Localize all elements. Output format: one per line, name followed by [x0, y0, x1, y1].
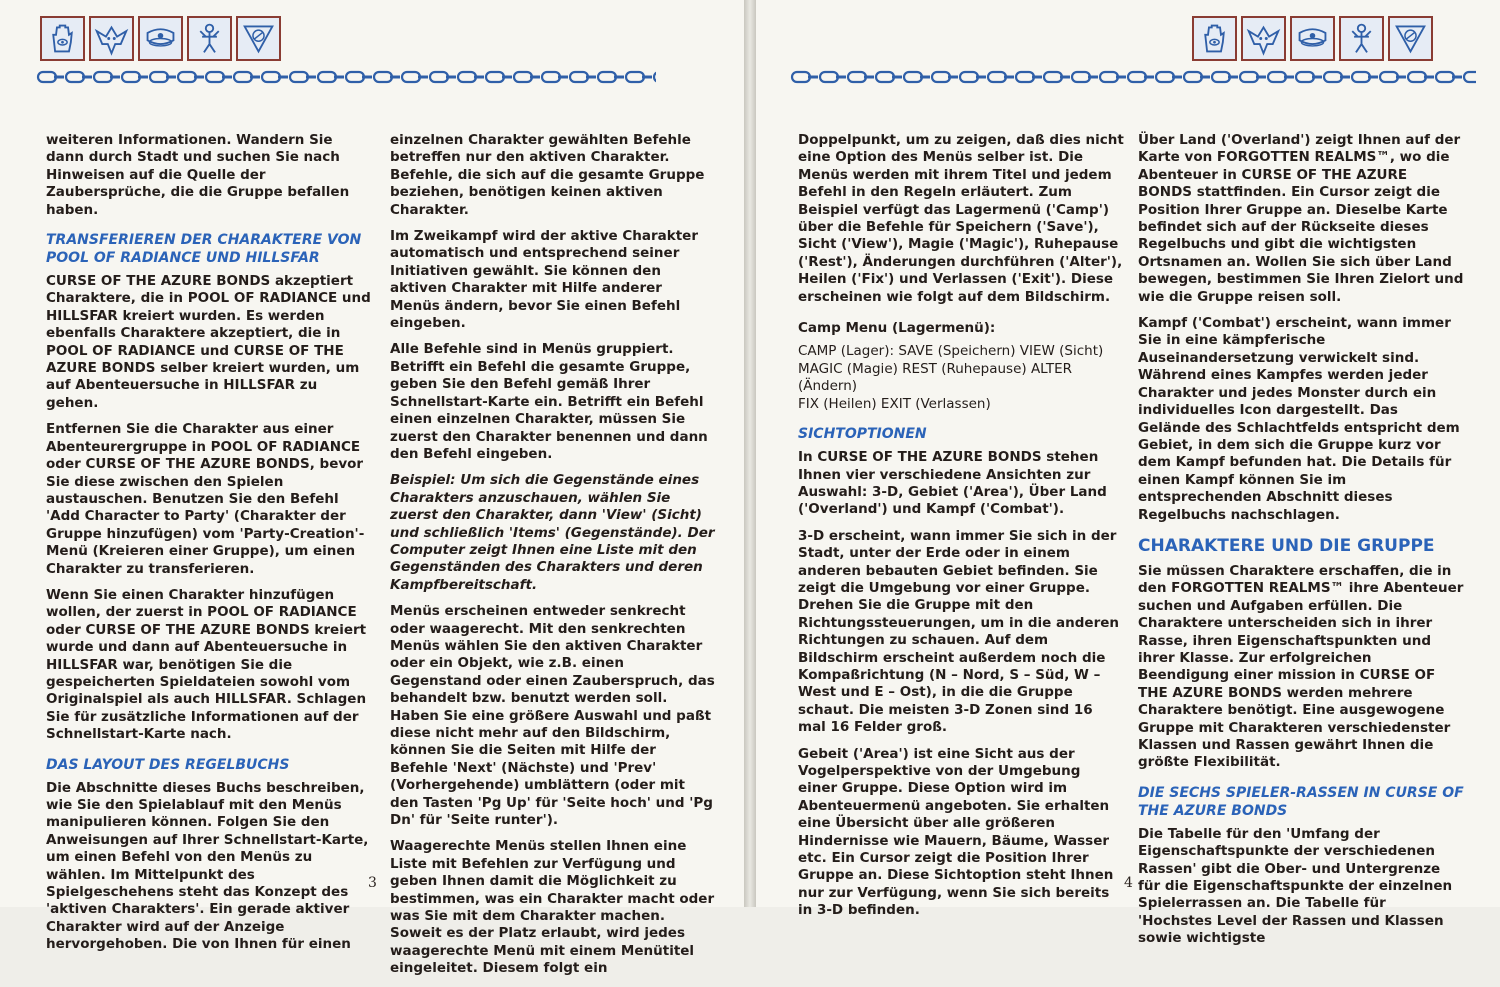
- section-heading-layout: DAS LAYOUT DES REGELBUCHS: [46, 756, 290, 773]
- left-page-column-2: [390, 132, 716, 987]
- section-heading-spieler-rassen: DIE SECHS SPIELER-RASSEN IN CURSE OF THE AZURE BONDS: [1138, 784, 1464, 819]
- amulet-icon: [138, 16, 183, 61]
- paragraph: Kampf ('Combat') erscheint, wann immer Sie in eine kämpferische Auseinandersetzung verwickelt sind. Während eines Kampfes werden jeder Charakter und jedes Monster durch ein individuelles Icon dargestellt. Das Gelände des Schlachtfelds entspricht dem Gebiet, in dem sich die Gruppe kurz vor dem Kampf befunden hat. Die Details für einen Kampf können Sie im entsprechenden Abschnitt dieses Regelbuchs nachschlagen.: [1138, 315, 1460, 523]
- book-gutter: [744, 0, 756, 907]
- paragraph: 3-D erscheint, wann immer Sie sich in der Stadt, unter der Erde oder in einem anderen bebauten Gebiet befinden. Sie zeigt die Umgebung vor einer Gruppe. Drehen Sie die Gruppe mit den Richtungssteuerungen, um in die anderen Richtungen zu schauen. Auf dem Bildschirm erscheint außerdem noch die Kompaßrichtung (N – Nord, S – Süd, W – West und E – Ost), in die die Gruppe schaut. Die meisten 3-D Zonen sind 16 mal 16 Felder groß.: [798, 527, 1119, 736]
- header-icon-row: [1192, 16, 1433, 61]
- paragraph: Gebeit ('Area') ist eine Sicht aus der Vogelperspektive von der Umgebung einer Gruppe. Diese Option wird im Abenteuermenü angeboten. Sie erhalten eine Übersicht über alle größeren Hindernisse wie Mauern, Bäume, Wasser etc. Ein Cursor zeigt die Position Ihrer Gruppe an. Diese Sichtoption steht Ihnen nur zur Verfügung, wenn Sie sich bereits in 3-D befinden.: [798, 745, 1114, 919]
- hand-eye-icon: [40, 16, 85, 61]
- right-page-column-2: [1138, 132, 1464, 957]
- paragraph: Sie müssen Charaktere erschaffen, die in den FORGOTTEN REALMS™ ihre Abenteuer suchen und Aufgaben erfüllen. Die Charaktere unterscheiden sich in ihrer Rasse, ihren Eigenschaftspunkten und ihrer Klasse. Zur erfolgreichen Beendigung einer mission in CURSE OF THE AZURE BONDS werden mehrere Charaktere benötigt. Eine ausgewogene Gruppe mit Charakteren verschiedenster Klassen und Rassen gewährt Ihnen die größte Flexibilität.: [1138, 562, 1464, 771]
- paragraph: In CURSE OF THE AZURE BONDS stehen Ihnen vier verschiedene Ansichten zur Auswahl: 3-D, Gebiet ('Area'), Über Land ('Overland') und Kampf ('Combat').: [798, 449, 1107, 518]
- paragraph: Die Abschnitte dieses Buchs beschreiben, wie Sie den Spielablauf mit den Menüs manipulieren können. Folgen Sie den Anweisungen auf Ihrer Schnellstart-Karte, um einen Befehl von den Menüs zu wählen. Im Mittelpunkt des Spielgeschehens steht das Konzept des 'aktiven Charakters'. Ein gerade aktiver Charakter wird auf der Anzeige hervorgehoben. Die von Ihnen für einen: [46, 779, 369, 953]
- left-page-column-1: [46, 132, 372, 963]
- paragraph: Menüs erscheinen entweder senkrecht oder waagerecht. Mit den senkrechten Menüs wählen Sie den aktiven Charakter oder ein Objekt, wie z.B. einen Gegenstand oder einen Zauberspruch, das behandelt bzw. benutzt werden soll. Haben Sie eine größere Auswahl und paßt diese nicht mehr auf den Bildschirm, können Sie die Seiten mit Hilfe der Befehle 'Next' (Nächste) und 'Prev' (Vorhergehende) umblättern (oder mit den Tasten 'Pg Up' für 'Seite hoch' und 'Pg Dn' für 'Seite runter').: [390, 603, 715, 829]
- right-page-column-1: [798, 132, 1124, 929]
- figure-icon: [187, 16, 232, 61]
- page-number: 3: [368, 875, 377, 891]
- paragraph: Wenn Sie einen Charakter hinzufügen wollen, der zuerst in POOL OF RADIANCE oder CURSE OF THE AZURE BONDS kreiert wurde und dann auf Abenteuersuche in HILLSFAR war, benötigen Sie die gespeicherten Spieldateien sowohl vom Originalspiel als auch HILLSFAR. Schlagen Sie für zusätzliche Informationen auf der Schnellstart-Karte nach.: [46, 586, 367, 743]
- amulet-icon: [1290, 16, 1335, 61]
- paragraph: Waagerechte Menüs stellen Ihnen eine Liste mit Befehlen zur Verfügung und geben Ihnen damit die Möglichkeit zu bestimmen, was ein Charakter macht oder was Sie mit dem Charakter machen. Soweit es der Platz erlaubt, wird jedes waagerechte Menü mit einem Menütitel eingeleitet. Diesem folgt ein: [390, 838, 715, 977]
- right-page: [756, 0, 1500, 947]
- gargoyle-icon: [89, 16, 134, 61]
- figure-icon: [1339, 16, 1384, 61]
- header-icon-row: [40, 16, 281, 61]
- paragraph: Über Land ('Overland') zeigt Ihnen auf der Karte von FORGOTTEN REALMS™, wo die Abenteuer in CURSE OF THE AZURE BONDS stattfinden. Ein Cursor zeigt die Position Ihrer Gruppe an. Dieselbe Karte befindet sich auf der Rückseite dieses Regelbuchs und gibt die wichtigsten Ortsnamen an. Wollen Sie sich über Land bewegen, bestimmen Sie Ihren Zielort und wie die Gruppe reisen soll.: [1138, 132, 1464, 305]
- section-heading-charaktere: CHARAKTERE UND DIE GRUPPE: [1138, 535, 1435, 556]
- left-page: [0, 0, 744, 977]
- paragraph: Die Tabelle für den 'Umfang der Eigenschaftspunkte der verschiedenen Rassen' gibt die Ober- und Untergrenze für die Eigenschaftspunkte der einzelnen Spielerrassen an. Die Tabelle für 'Hochstes Level der Rassen und Klassen sowie wichtigste: [1138, 825, 1453, 947]
- page-number: 4: [1124, 875, 1133, 891]
- camp-menu-lines: CAMP (Lager): SAVE (Speichern) VIEW (Sicht) MAGIC (Magie) REST (Ruhepause) ALTER (Ändern) FIX (Heilen) EXIT (Verlassen): [798, 343, 1104, 412]
- camp-menu-title: Camp Menu (Lagermenü):: [798, 320, 996, 337]
- paragraph: weiteren Informationen. Wandern Sie dann durch Stadt und suchen Sie nach Hinweisen auf die Quelle der Zaubersprüche, die die Gruppe befallen haben.: [46, 132, 350, 218]
- triangle-icon: [236, 16, 281, 61]
- chain-divider: [790, 68, 1476, 86]
- chain-divider: [36, 68, 656, 86]
- triangle-icon: [1388, 16, 1433, 61]
- paragraph: Im Zweikampf wird der aktive Charakter automatisch und entsprechend seiner Initiativen gewählt. Sie können den aktiven Charakter mit Hilfe anderer Menüs ändern, bevor Sie einen Befehl eingeben.: [390, 228, 698, 332]
- example-paragraph: Beispiel: Um sich die Gegenstände eines Charakters anzuschauen, wählen Sie zuerst den Charakter, dann 'View' (Sicht) und schließlich 'Items' (Gegenstände). Der Computer zeigt Ihnen eine Liste mit den Gegenständen des Charakters und deren Kampfbereitschaft.: [390, 472, 715, 593]
- hand-eye-icon: [1192, 16, 1237, 61]
- paragraph: CURSE OF THE AZURE BONDS akzeptiert Charaktere, die in POOL OF RADIANCE und HILLSFAR kreiert wurden. Es werden ebenfalls Charaktere akzeptiert, die in POOL OF RADIANCE und CURSE OF THE AZURE BONDS selber kreiert wurden, um auf Abenteuersuche in HILLSFAR zu gehen.: [46, 273, 371, 411]
- paragraph: Alle Befehle sind in Menüs gruppiert. Betrifft ein Befehl die gesamte Gruppe, geben Sie den Befehl gemäß Ihrer Schnellstart-Karte ein. Betrifft ein Befehl einen einzelnen Charakter, müssen Sie zuerst den Charakter benennen und dann den Befehl eingeben.: [390, 341, 708, 462]
- section-heading-transferieren: TRANSFERIEREN DER CHARAKTERE VON POOL OF RADIANCE UND HILLSFAR: [46, 232, 362, 267]
- paragraph: einzelnen Charakter gewählten Befehle betreffen nur den aktiven Charakter. Befehle, die sich auf die gesamte Gruppe beziehen, benötigen keinen aktiven Charakter.: [390, 132, 705, 218]
- paragraph: Entfernen Sie die Charakter aus einer Abenteurergruppe in POOL OF RADIANCE oder CURSE OF THE AZURE BONDS, bevor Sie diese zwischen den Spielen austauschen. Benutzen Sie den Befehl 'Add Character to Party' (Charakter der Gruppe hinzufügen) vom 'Party-Creation'-Menü (Kreieren einer Gruppe), um einen Charakter zu transferieren.: [46, 421, 365, 577]
- gargoyle-icon: [1241, 16, 1286, 61]
- paragraph: Doppelpunkt, um zu zeigen, daß dies nicht eine Option des Menüs selber ist. Die Menüs werden mit ihrem Titel und jedem Befehl in den Regeln erläutert. Zum Beispiel verfügt das Lagermenü ('Camp') über die Befehle für Speichern ('Save'), Sicht ('View'), Magie ('Magic'), Ruhepause ('Rest'), Änderungen durchführen ('Alter'), Heilen ('Fix') und Verlassen ('Exit'). Diese erscheinen wie folgt auf dem Bildschirm.: [798, 132, 1124, 305]
- section-heading-sichtoptionen: SICHTOPTIONEN: [798, 426, 927, 443]
